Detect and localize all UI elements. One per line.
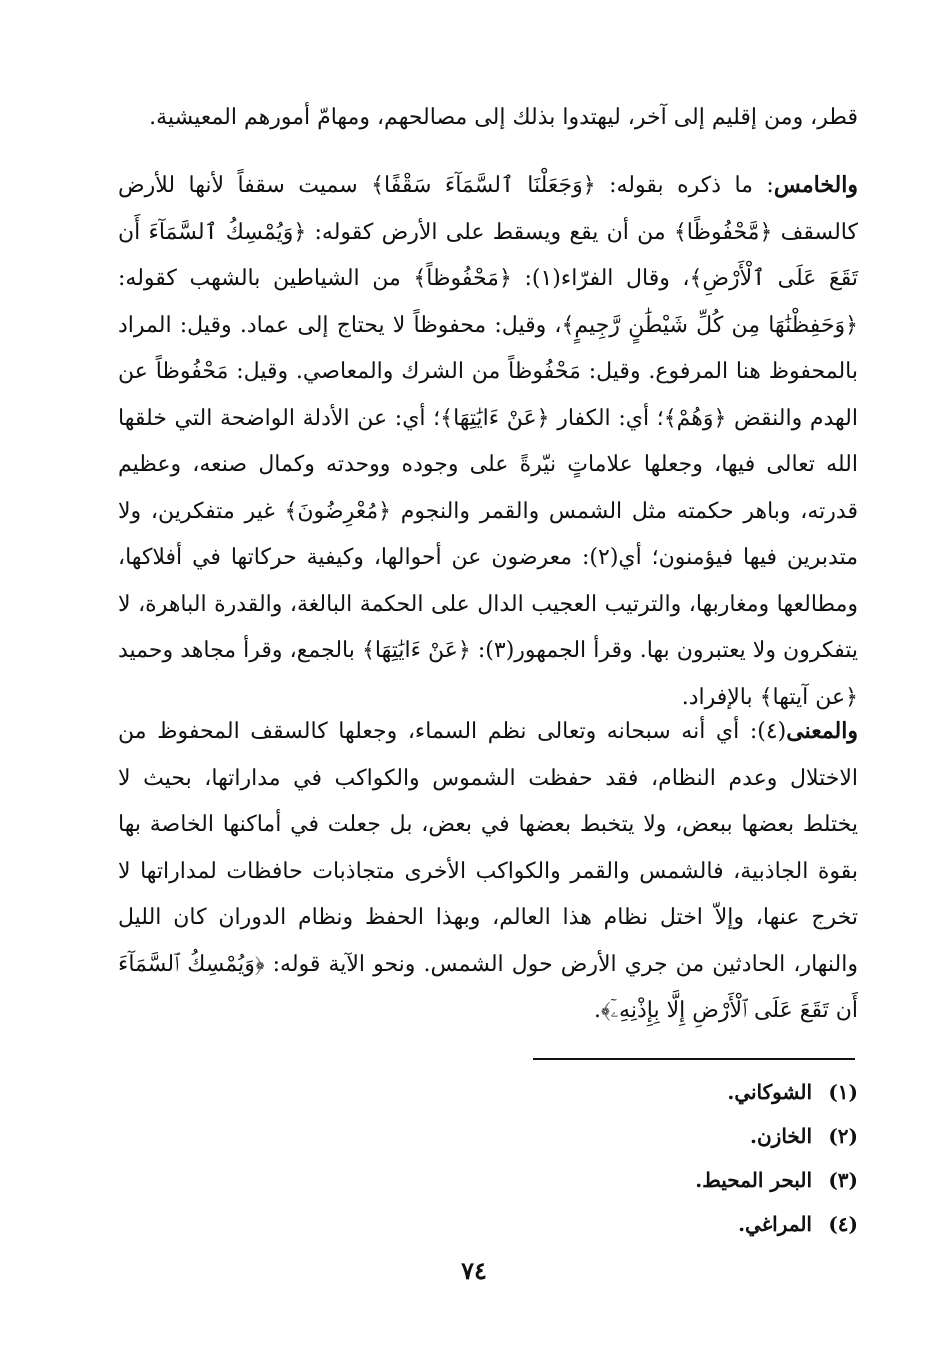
paragraph-continuation: [118, 95, 858, 142]
paragraph-lead-word: والخامس: [773, 172, 858, 198]
footnote-text: البحر المحيط.: [695, 1168, 812, 1192]
footnote-number: (٣): [828, 1168, 858, 1192]
paragraph-meaning: [118, 708, 858, 1035]
paragraph-lead-word: والمعنى: [786, 718, 858, 744]
page-number: ٧٤: [461, 1256, 487, 1285]
footnote-text: المراغي.: [738, 1212, 812, 1236]
footnotes: [400, 1070, 858, 1246]
paragraph-text: : ما ذكره بقوله: ﴿وَجَعَلْنَا ٱلسَّمَآءَ سَقْفًا﴾ سميت سقفاً لأنها للأرض كالسقف ﴿مَّحْفُوظًا﴾ من أن يقع ويسقط على الأرض كقوله: ﴿وَيُمْسِكُ ٱلسَّمَآءَ أَن تَقَعَ عَلَى ٱلْأَرْضِ﴾، وقال الفرّاء(١): ﴿مَحْفُوظاً﴾ من الشياطين بالشهب كقوله: ﴿وَحَفِظْنَٰهَا مِن كُلِّ شَيْطَٰنٍ رَّجِيمٍ﴾، وقيل: محفوظاً لا يحتاج إلى عماد. وقيل: المراد بالمحفوظ هنا المرفوع. وقيل: مَحْفُوظاً من الشرك والمعاصي. وقيل: مَحْفُوظاً عن الهدم والنقض ﴿وَهُمْ﴾؛ أي: الكفار ﴿عَنْ ءَايَٰتِهَا﴾؛ أي: عن الأدلة الواضحة التي خلقها الله تعالى فيها، وجعلها علاماتٍ نيّرةً على وجوده ووحدته وكمال صنعه، وعظيم قدرته، وباهر حكمته مثل الشمس والقمر والنجوم ﴿مُعْرِضُونَ﴾ غير متفكرين، ولا متدبرين فيها فيؤمنون؛ أي(٢): معرضون عن أحوالها، وكيفية حركاتها في أفلاكها، ومطالعها ومغاربها، والترتيب العجيب الدال على الحكمة البالغة، والقدرة الباهرة، لا يتفكرون ولا يعتبرون بها. وقرأ الجمهور(٣): ﴿عَنْ ءَايَٰتِهَا﴾ بالجمع، وقرأ مجاهد وحميد ﴿عن آيتها﴾ بالإفراد.: [118, 173, 859, 710]
paragraph-text: (٤): أي أنه سبحانه وتعالى نظم السماء، وجعلها كالسقف المحفوظ من الاختلال وعدم النظام، فقد حفظت الشموس والكواكب في مداراتها، بحيث لا يختلط بعضها ببعض، ولا يتخبط بعضها في بعض، بل جعلت في أماكنها الخاصة بها بقوة الجاذبية، فالشمس والقمر والكواكب الأخرى متجاذبات حافظات لمداراتها لا تخرج عنها، وإلاّ اختل نظام هذا العالم، وبهذا الحفظ ونظام الدوران كان الليل والنهار، الحادثين من جري الأرض حول الشمس. ونحو الآية قوله: ﴿وَيُمْسِكُ ٱلسَّمَآءَ أَن تَقَعَ عَلَى ٱلْأَرْضِ إِلَّا بِإِذْنِهِۦٓ﴾.: [118, 719, 858, 1023]
paragraph-fifth: [118, 162, 858, 721]
footnote-divider: [533, 1058, 855, 1060]
footnote-number: (٤): [828, 1212, 858, 1236]
footnote-item: [400, 1070, 858, 1114]
paragraph-text: قطر، ومن إقليم إلى آخر، ليهتدوا بذلك إلى مصالحهم، ومهامّ أمورهم المعيشية.: [149, 105, 858, 130]
footnote-item: [400, 1202, 858, 1246]
footnote-text: الخازن.: [750, 1124, 812, 1148]
footnote-text: الشوكاني.: [727, 1080, 812, 1104]
footnote-item: [400, 1158, 858, 1202]
footnote-number: (٢): [828, 1124, 858, 1148]
footnote-number: (١): [828, 1080, 858, 1104]
footnote-item: [400, 1114, 858, 1158]
